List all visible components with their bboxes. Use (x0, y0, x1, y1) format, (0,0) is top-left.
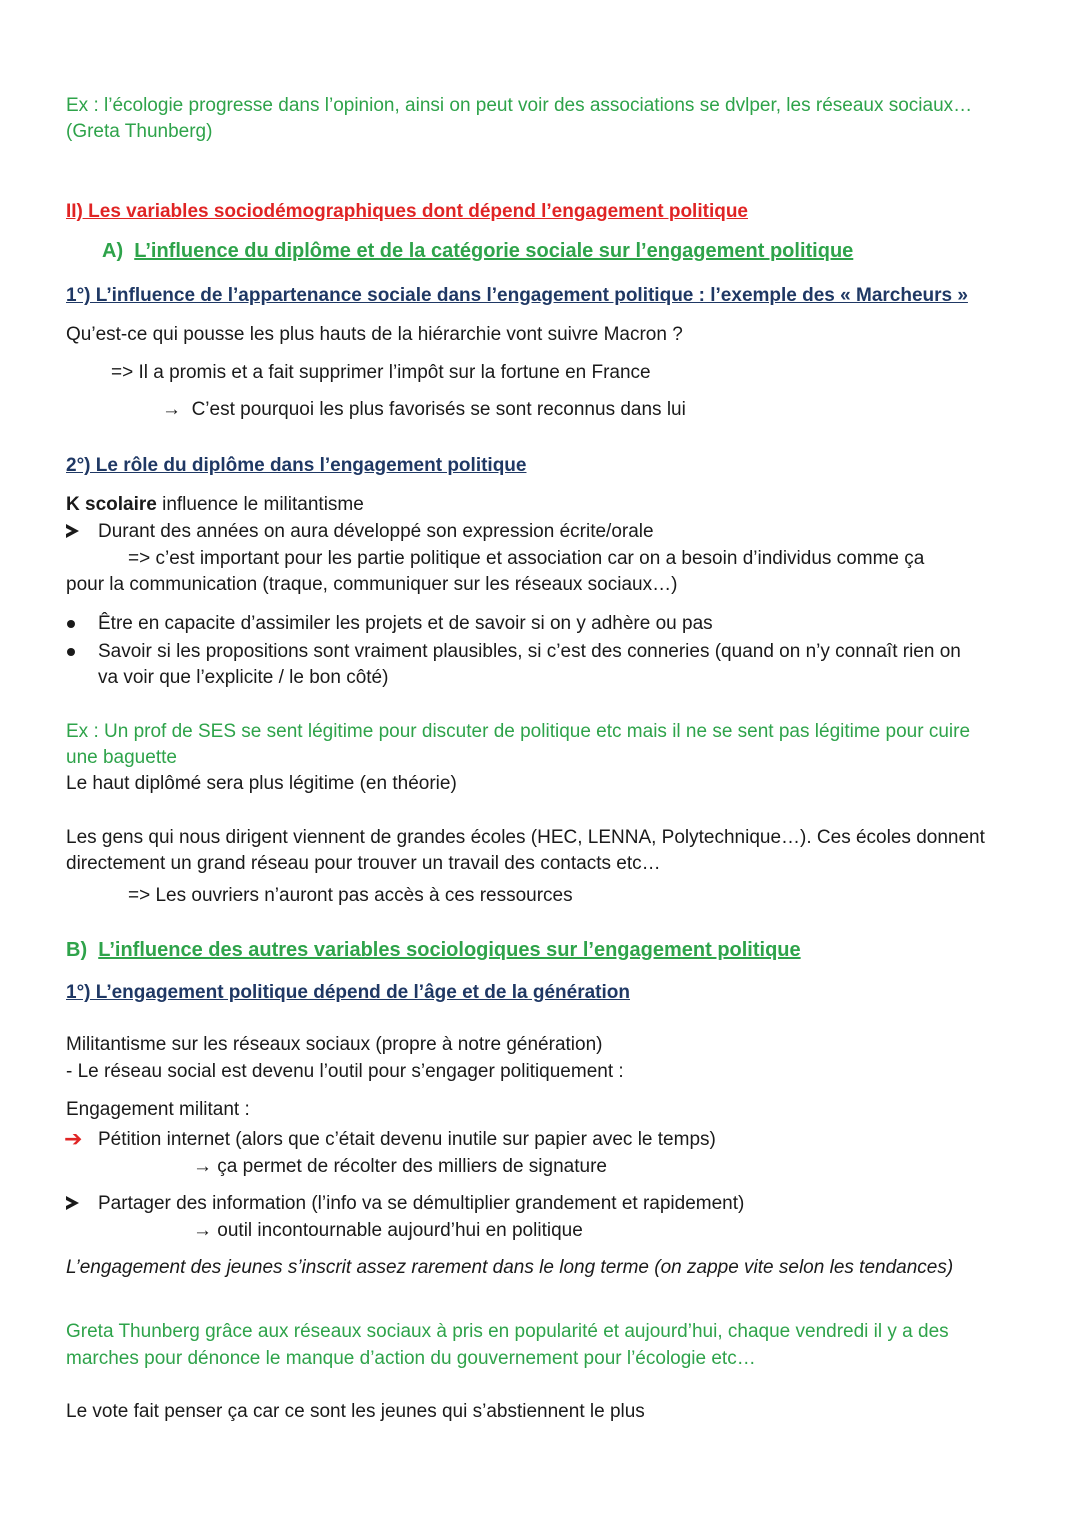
greta-line-2: marches pour dénonce le manque d’action du gouvernement pour l’écologie etc… (66, 1348, 756, 1369)
important-line-2: pour la communication (traque, communiquer sur les réseaux sociaux…) (66, 574, 678, 595)
ouvriers-line: => Les ouvriers n’auront pas accès à ces ressources (128, 885, 573, 906)
example-ecologie-line-1: Ex : l’écologie progresse dans l’opinion, ainsi on peut voir des associations se dvlper, les réseaux sociaux… (66, 95, 973, 116)
subsection-a-title: L’influence du diplôme et de la catégorie sociale sur l’engagement politique (134, 240, 854, 262)
petition-sub-text: ça permet de récolter des milliers de signature (217, 1156, 607, 1177)
grandes-ecoles-line-1: Les gens qui nous dirigent viennent de grandes écoles (HEC, LENNA, Polytechnique…). Ces écoles donnent (66, 827, 985, 848)
triangle-bullet-icon (66, 1196, 79, 1210)
k-scolaire-rest: influence le militantisme (156, 494, 364, 515)
grandes-ecoles-line-2: directement un grand réseau pour trouver un travail des contacts etc… (66, 853, 661, 874)
example-prof-line-1: Ex : Un prof de SES se sent légitime pour discuter de politique etc mais il ne se sent pas légitime pour cuire (66, 721, 971, 742)
militantisme-line: Militantisme sur les réseaux sociaux (propre à notre génération) (66, 1034, 603, 1055)
dot-bullet-icon (67, 648, 75, 656)
point-1-heading: 1°) L’influence de l’appartenance sociale dans l’engagement politique : l’exemple des « Marcheurs » (66, 285, 968, 306)
vote-line: Le vote fait penser ça car ce sont les jeunes qui s’abstiennent le plus (66, 1401, 645, 1422)
arrow-right-icon: → (193, 1156, 212, 1177)
subsection-a-heading (102, 239, 853, 263)
red-arrow-icon: ➔ (64, 1126, 83, 1151)
important-line-1: => c’est important pour les partie politique et association car on a besoin d’individus comme ça (128, 548, 925, 569)
answer-line-2-text: C’est pourquoi les plus favorisés se sont reconnus dans lui (191, 399, 686, 420)
triangle-bullet-icon (66, 524, 79, 538)
example-ecologie-line-2: (Greta Thunberg) (66, 121, 213, 142)
point-b1-heading: 1°) L’engagement politique dépend de l’âge et de la génération (66, 982, 630, 1003)
subsection-b-heading (66, 938, 801, 962)
subsection-a-letter: A) (102, 240, 124, 262)
bullet-expression: Durant des années on aura développé son expression écrite/orale (98, 521, 654, 542)
section-ii-heading: II) Les variables sociodémographiques dont dépend l’engagement politique (66, 201, 748, 222)
point-2-heading: 2°) Le rôle du diplôme dans l’engagement politique (66, 455, 527, 476)
petition-line: Pétition internet (alors que c’était devenu inutile sur papier avec le temps) (98, 1129, 716, 1150)
petition-sub-line (193, 1155, 607, 1179)
example-prof-line-2: une baguette (66, 747, 177, 768)
subsection-b-letter: B) (66, 939, 88, 961)
k-scolaire-bold: K scolaire (66, 494, 157, 515)
dot-item-1: Être en capacite d’assimiler les projets et de savoir si on y adhère ou pas (98, 613, 713, 634)
jeunes-italic-line: L’engagement des jeunes s’inscrit assez rarement dans le long terme (on zappe vite selon les tendances) (66, 1257, 954, 1278)
arrow-right-icon: → (193, 1220, 212, 1241)
partager-sub-text: outil incontournable aujourd’hui en politique (217, 1220, 583, 1241)
subsection-b-title: L’influence des autres variables sociologiques sur l’engagement politique (98, 939, 801, 961)
answer-line-1: => Il a promis et a fait supprimer l’impôt sur la fortune en France (111, 362, 651, 383)
reseau-outil-line: - Le réseau social est devenu l’outil pour s’engager politiquement : (66, 1061, 624, 1082)
dot-bullet-icon (67, 620, 75, 628)
partager-sub-line (193, 1219, 583, 1243)
partager-line: Partager des information (l’info va se démultiplier grandement et rapidement) (98, 1193, 745, 1214)
answer-line-2 (162, 398, 686, 422)
haut-diplome-line: Le haut diplômé sera plus légitime (en théorie) (66, 773, 457, 794)
k-scolaire-line (66, 493, 364, 517)
greta-line-1: Greta Thunberg grâce aux réseaux sociaux à pris en popularité et aujourd’hui, chaque vendredi il y a des (66, 1321, 949, 1342)
dot-item-2-line-2: va voir que l’explicite / le bon côté) (98, 667, 389, 688)
question-line: Qu’est-ce qui pousse les plus hauts de la hiérarchie vont suivre Macron ? (66, 324, 683, 345)
arrow-right-icon: → (162, 399, 181, 420)
dot-item-2-line-1: Savoir si les propositions sont vraiment plausibles, si c’est des conneries (quand on n’y connaît rien on (98, 641, 961, 662)
engagement-militant-line: Engagement militant : (66, 1099, 250, 1120)
